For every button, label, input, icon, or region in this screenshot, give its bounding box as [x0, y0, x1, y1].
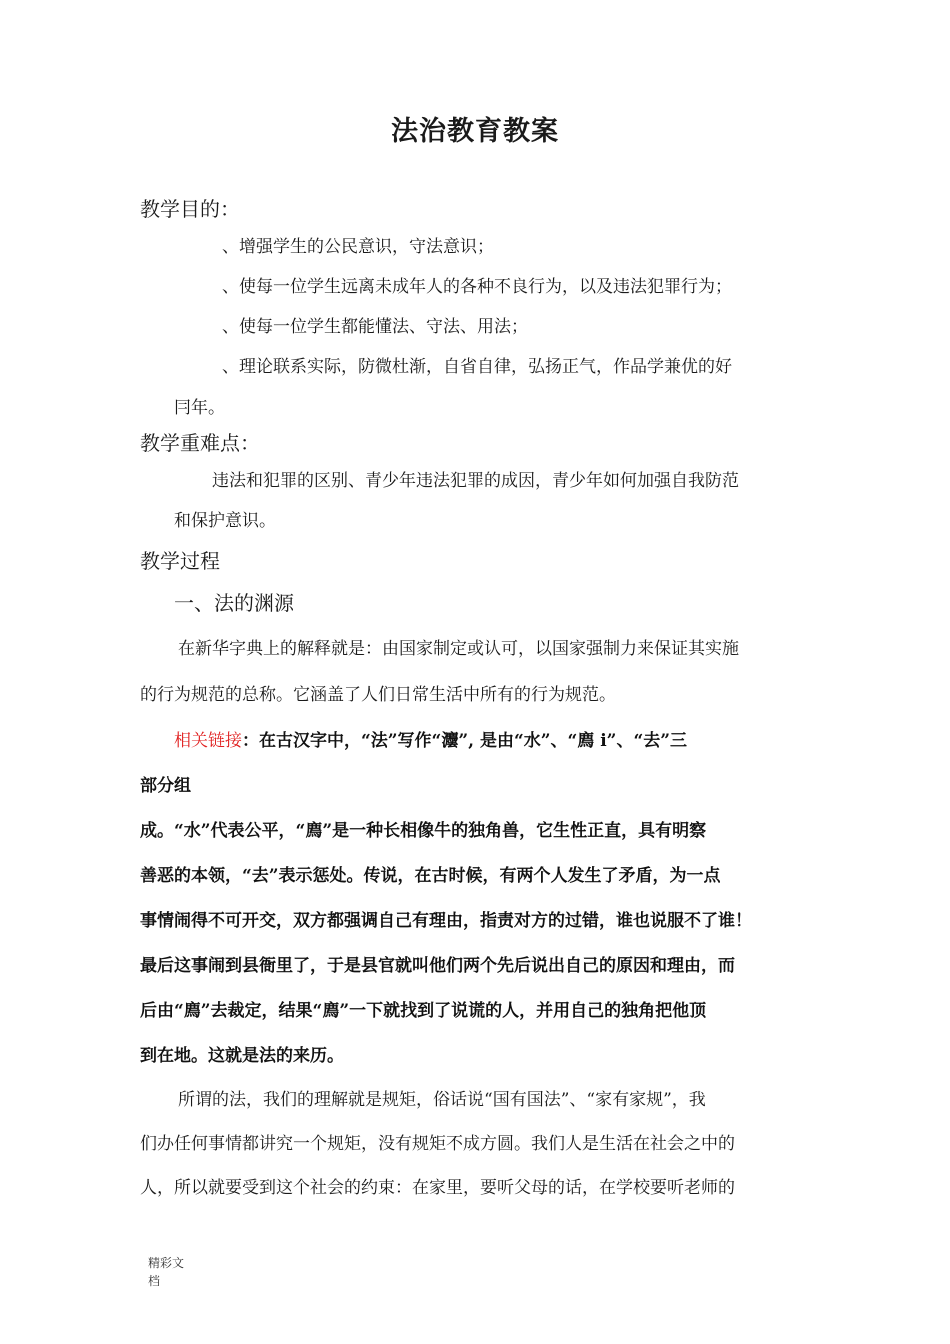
objective-item-4-continuation: 冃年。: [174, 398, 225, 418]
definition-line-2: 的行为规范的总称。它涵盖了人们日常生活中所有的行为规范。: [140, 685, 616, 705]
related-link-label: 相关链接: [174, 731, 242, 751]
related-link-line: [174, 728, 687, 754]
objective-item-2: 、使每一位学生远离未成年人的各种不良行为，以及违法犯罪行为；: [222, 277, 732, 297]
rules-line-2: 们办任何事情都讲究一个规矩，没有规矩不成方圆。我们人是生活在社会之中的: [140, 1134, 735, 1154]
story-line-6: 到在地。这就是法的来历。: [140, 1046, 344, 1066]
story-line-2: 善恶的本领，“去”表示惩处。传说，在古时候，有两个人发生了矛盾，为一点: [140, 866, 721, 886]
sub-heading-origin-of-law: 一、法的渊源: [174, 591, 294, 615]
objective-item-1: 、增强学生的公民意识，守法意识；: [222, 237, 494, 257]
definition-line-1: 在新华字典上的解释就是：由国家制定或认可，以国家强制力来保证其实施: [178, 639, 739, 659]
rules-line-3: 人，所以就要受到这个社会的约束：在家里，要听父母的话，在学校要听老师的: [140, 1178, 735, 1198]
objective-item-3: 、使每一位学生都能懂法、守法、用法；: [222, 317, 528, 337]
story-line-3: 事情闹得不可开交，双方都强调自己有理由，指责对方的过错，谁也说服不了谁！: [140, 911, 752, 931]
rules-line-1: 所谓的法，我们的理解就是规矩，俗话说“国有国法”、“家有家规”，我: [178, 1090, 706, 1110]
key-points-line-1: 违法和犯罪的区别、青少年违法犯罪的成因，青少年如何加强自我防范: [212, 471, 739, 491]
objectives-heading: 教学目的：: [140, 197, 240, 221]
process-heading: 教学过程: [140, 549, 220, 573]
story-line-4: 最后这事闹到县衙里了，于是县官就叫他们两个先后说出自己的原因和理由，而: [140, 956, 735, 976]
related-link-text: ：在古汉字中，“法”写作“灋”, 是由“水”、“廌 i”、“去”三: [242, 731, 687, 751]
document-title: 法治教育教案: [391, 116, 559, 147]
key-points-heading: 教学重难点：: [140, 431, 260, 455]
footer-text-line-1: 精彩文: [148, 1256, 185, 1270]
related-link-line-2: 部分组: [140, 776, 191, 796]
story-line-1: 成。“水”代表公平，“廌”是一种长相像牛的独角兽，它生性正直，具有明察: [140, 821, 707, 841]
objective-item-4: 、理论联系实际，防微杜渐，自省自律，弘扬正气，作品学兼优的好: [222, 357, 732, 377]
footer-text-line-2: 档: [148, 1274, 161, 1288]
key-points-line-2: 和保护意识。: [174, 511, 276, 531]
story-line-5: 后由“廌”去裁定，结果“廌”一下就找到了说谎的人，并用自己的独角把他顶: [140, 1001, 707, 1021]
